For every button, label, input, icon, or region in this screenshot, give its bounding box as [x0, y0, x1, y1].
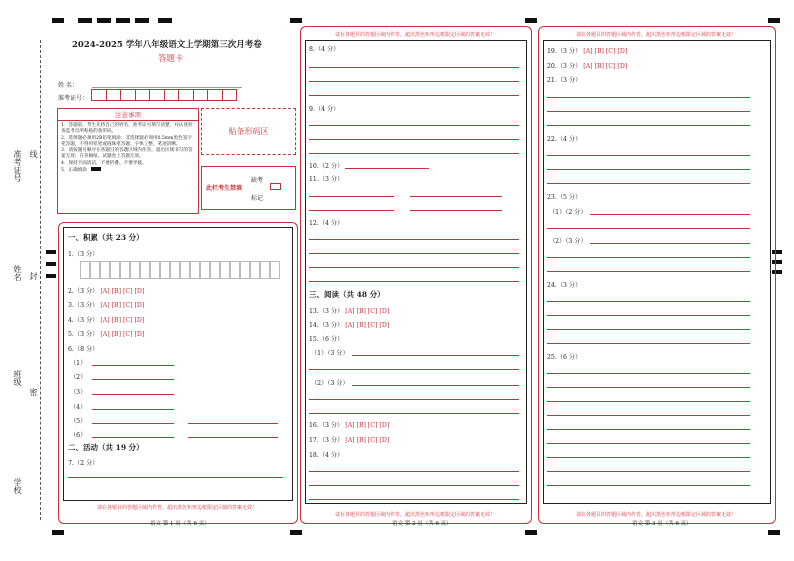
answer-line[interactable]: [309, 139, 519, 140]
reg-mark: [158, 18, 172, 23]
side-label-name: 姓名: [13, 265, 22, 281]
question-number: 15.（6 分）: [309, 336, 344, 343]
answer-line[interactable]: [547, 169, 750, 170]
grid-cell[interactable]: [250, 261, 260, 279]
answer-line[interactable]: [547, 111, 750, 112]
question-number: 16.（3 分） [A] [B] [C] [D]: [309, 422, 390, 429]
grid-cell[interactable]: [170, 261, 180, 279]
question-number: 20.（3 分） [A] [B] [C] [D]: [547, 63, 628, 70]
side-label-secret: 密: [29, 388, 38, 396]
notice-item: 4．保持卡面清洁，不要折叠、不要弄破。: [61, 160, 147, 166]
choice-options[interactable]: [A] [B] [C] [D]: [583, 63, 628, 70]
sub-question: （6）: [70, 432, 87, 439]
answer-line[interactable]: [92, 365, 174, 366]
grid-cell[interactable]: [90, 261, 100, 279]
page-title: 2024-2025 学年八年级语文上学期第三次月考卷: [72, 40, 262, 50]
question-number: 7.（2 分）: [68, 460, 99, 467]
answer-line[interactable]: [309, 399, 519, 400]
choice-options[interactable]: [A] [B] [C] [D]: [345, 437, 390, 444]
question-number: 22.（4 分）: [547, 136, 582, 143]
question-number: 10.（2 分）: [309, 163, 344, 170]
notice-title: 注意事项: [58, 109, 198, 121]
char-grid[interactable]: [80, 261, 280, 279]
choice-options[interactable]: [A] [B] [C] [D]: [583, 48, 628, 55]
question-number: 14.（3 分） [A] [B] [C] [D]: [309, 322, 390, 329]
question-number: 19.（3 分） [A] [B] [C] [D]: [547, 48, 628, 55]
absent-mark-label: 标记: [251, 195, 264, 202]
region-warning: 请在各题目的答题区域内作答，超出黑色矩形边框限定区域的答案无效！: [575, 512, 736, 518]
answer-line[interactable]: [410, 196, 502, 197]
side-label-seal: 封: [29, 272, 38, 280]
answer-line[interactable]: [188, 423, 278, 424]
answer-line[interactable]: [547, 415, 750, 416]
absent-label: 此栏考生禁填: [206, 185, 243, 192]
side-label-class: 班级: [13, 370, 22, 386]
answer-line[interactable]: [309, 196, 394, 197]
answer-line[interactable]: [547, 401, 750, 402]
choice-options[interactable]: [A] [B] [C] [D]: [100, 317, 145, 324]
answer-line[interactable]: [309, 81, 519, 82]
reg-mark: [46, 262, 56, 266]
region-warning: 请在各题目的答题区域内作答，超出黑色矩形边框限定区域的答案无效！: [334, 32, 495, 38]
barcode-label: 贴条形码区: [228, 127, 269, 136]
absent-box: [201, 166, 296, 210]
grid-cell[interactable]: [80, 261, 90, 279]
answer-line[interactable]: [547, 97, 750, 98]
notice-item: 3．请按题号顺序在各题目的答题区域内作答，超出区域书写的答案无效；在草稿纸、试题卷上答题无效。: [61, 148, 193, 160]
question-number: 6.（8 分）: [68, 346, 99, 353]
answer-line[interactable]: [68, 477, 283, 478]
answer-line[interactable]: [92, 423, 174, 424]
section-title: 三、阅读（共 48 分）: [309, 290, 385, 299]
answer-line[interactable]: [92, 379, 174, 380]
answer-line[interactable]: [590, 214, 750, 215]
question-number: 4.（3 分） [A] [B] [C] [D]: [68, 317, 145, 324]
answer-line[interactable]: [547, 387, 750, 388]
answer-line[interactable]: [547, 443, 750, 444]
page-footer: 语文 第 2 页（共 6 页）: [392, 521, 452, 527]
reg-mark: [768, 18, 780, 23]
question-number: 24.（3 分）: [547, 282, 582, 289]
answer-line[interactable]: [309, 125, 519, 126]
answer-line[interactable]: [309, 369, 519, 370]
choice-options[interactable]: [A] [B] [C] [D]: [345, 308, 390, 315]
question-number: 11.（3 分）: [309, 176, 344, 183]
page-footer: 语文 第 1 页（共 6 页）: [150, 521, 210, 527]
notice-item: 1．答题前，考生先将自己的姓名，准考证号填写清楚，并认真检查监考员所粘贴的条形码。: [61, 123, 193, 135]
reg-mark: [116, 18, 130, 23]
question-number: 1.（3 分）: [68, 251, 99, 258]
reg-mark: [525, 530, 537, 535]
answer-line[interactable]: [547, 155, 750, 156]
page-footer: 语文 第 3 页（共 6 页）: [632, 521, 692, 527]
region-warning: 请在各题目的答题区域内作答，超出黑色矩形边框限定区域的答案无效！: [96, 505, 257, 511]
reg-mark: [52, 530, 64, 535]
answer-line[interactable]: [309, 485, 519, 486]
grid-cell[interactable]: [270, 261, 280, 279]
answer-line[interactable]: [547, 257, 750, 258]
answer-line[interactable]: [309, 239, 519, 240]
grid-cell[interactable]: [110, 261, 120, 279]
grid-cell[interactable]: [230, 261, 240, 279]
question-number: 8.（4 分）: [309, 46, 340, 53]
answer-line[interactable]: [309, 253, 519, 254]
choice-options[interactable]: [A] [B] [C] [D]: [100, 331, 145, 338]
grid-cell[interactable]: [260, 261, 270, 279]
id-label: 准考证号：: [58, 95, 89, 102]
reg-mark: [46, 274, 56, 278]
binding-line: [40, 40, 41, 520]
answer-line[interactable]: [309, 95, 519, 96]
page-subtitle: 答题卡: [158, 54, 184, 64]
answer-line[interactable]: [309, 471, 519, 472]
answer-line[interactable]: [309, 413, 519, 414]
side-label-school: 学校: [13, 478, 22, 494]
region-warning: 请在各题目的答题区域内作答，超出黑色矩形边框限定区域的答案无效！: [575, 32, 736, 38]
question-number: 25.（6 分）: [547, 354, 582, 361]
reg-mark: [290, 530, 302, 535]
choice-options[interactable]: [A] [B] [C] [D]: [100, 288, 145, 295]
question-number: 17.（3 分） [A] [B] [C] [D]: [309, 437, 390, 444]
question-number: 13.（3 分） [A] [B] [C] [D]: [309, 308, 390, 315]
reg-mark: [525, 18, 537, 23]
answer-line[interactable]: [547, 485, 750, 486]
question-number: 2.（3 分） [A] [B] [C] [D]: [68, 288, 145, 295]
reg-mark: [97, 18, 111, 23]
answer-line[interactable]: [345, 168, 429, 169]
answer-line[interactable]: [309, 281, 519, 282]
sub-question: （5）: [70, 418, 87, 425]
barcode-area: [201, 108, 296, 155]
grid-cell[interactable]: [190, 261, 200, 279]
notice-box: [57, 108, 199, 214]
grid-cell[interactable]: [130, 261, 140, 279]
grid-cell[interactable]: [220, 261, 230, 279]
grid-cell[interactable]: [200, 261, 210, 279]
choice-options[interactable]: [A] [B] [C] [D]: [345, 422, 390, 429]
answer-line[interactable]: [309, 67, 519, 68]
grid-cell[interactable]: [180, 261, 190, 279]
answer-line[interactable]: [410, 210, 502, 211]
answer-line[interactable]: [547, 373, 750, 374]
grid-cell[interactable]: [240, 261, 250, 279]
section-title: 一、积累（共 23 分）: [68, 233, 144, 242]
grid-cell[interactable]: [210, 261, 220, 279]
id-boxes[interactable]: [91, 89, 237, 101]
answer-line[interactable]: [547, 228, 750, 229]
question-number: 21.（3 分）: [547, 77, 582, 84]
reg-mark: [46, 250, 56, 254]
sub-question: （4）: [70, 404, 87, 411]
grid-cell[interactable]: [140, 261, 150, 279]
grid-cell[interactable]: [100, 261, 110, 279]
choice-options[interactable]: [A] [B] [C] [D]: [345, 322, 390, 329]
question-number: 5.（3 分） [A] [B] [C] [D]: [68, 331, 145, 338]
sub-question: （2）（3 分）: [311, 380, 349, 387]
name-label: 姓 名：: [58, 82, 78, 89]
answer-line[interactable]: [92, 394, 174, 395]
answer-line[interactable]: [547, 301, 750, 302]
reg-mark: [290, 18, 302, 23]
region-warning: 请在各题目的答题区域内作答，超出黑色矩形边框限定区域的答案无效！: [334, 512, 495, 518]
answer-line[interactable]: [309, 267, 519, 268]
sub-question: （1）（3 分）: [311, 350, 349, 357]
reg-mark: [768, 530, 780, 535]
answer-line[interactable]: [590, 243, 750, 244]
question-number: 23.（5 分）: [547, 194, 582, 201]
sub-question: （3）: [70, 389, 87, 396]
answer-line[interactable]: [309, 153, 519, 154]
notice-item: 2．选择题必须用2B铅笔填涂；非选择题必须用0.5mm黑色签字笔答题，不得用铅笔或圆珠笔答题；字体工整、笔迹清晰。: [61, 135, 192, 147]
question-number: 12.（4 分）: [309, 220, 344, 227]
answer-line[interactable]: [547, 271, 750, 272]
answer-line[interactable]: [547, 183, 750, 184]
answer-frame-3: [543, 40, 771, 504]
side-label-line: 线: [29, 150, 38, 158]
fill-sample: [91, 167, 101, 171]
answer-line[interactable]: [92, 437, 174, 438]
answer-line[interactable]: [309, 210, 394, 211]
question-number: 9.（4 分）: [309, 106, 340, 113]
answer-line[interactable]: [547, 471, 750, 472]
answer-line[interactable]: [547, 343, 750, 344]
reg-mark: [52, 18, 64, 23]
grid-cell[interactable]: [150, 261, 160, 279]
grid-cell[interactable]: [120, 261, 130, 279]
answer-line[interactable]: [547, 457, 750, 458]
sub-question: （2）: [70, 374, 87, 381]
answer-line[interactable]: [547, 429, 750, 430]
sub-question: （2）（3 分）: [549, 238, 587, 245]
absent-checkbox[interactable]: [270, 183, 281, 190]
answer-line[interactable]: [309, 499, 519, 500]
choice-options[interactable]: [A] [B] [C] [D]: [100, 302, 145, 309]
name-line: [92, 87, 242, 88]
answer-line[interactable]: [547, 315, 750, 316]
answer-line[interactable]: [547, 125, 750, 126]
absent-mark-label: 缺考: [251, 177, 264, 184]
answer-line[interactable]: [188, 437, 278, 438]
answer-line[interactable]: [547, 329, 750, 330]
notice-item: 5．正确填涂: [61, 168, 87, 174]
sub-question: （1）: [70, 360, 87, 367]
grid-cell[interactable]: [160, 261, 170, 279]
sub-question: （1）（2 分）: [549, 209, 587, 216]
question-number: 3.（3 分） [A] [B] [C] [D]: [68, 302, 145, 309]
answer-line[interactable]: [352, 355, 519, 356]
answer-line[interactable]: [92, 409, 174, 410]
reg-mark: [135, 18, 149, 23]
answer-line[interactable]: [352, 385, 519, 386]
reg-mark: [78, 18, 92, 23]
section-title: 二、活动（共 19 分）: [68, 443, 144, 452]
question-number: 18.（4 分）: [309, 452, 344, 459]
side-label-id: 准考证号: [13, 150, 22, 182]
